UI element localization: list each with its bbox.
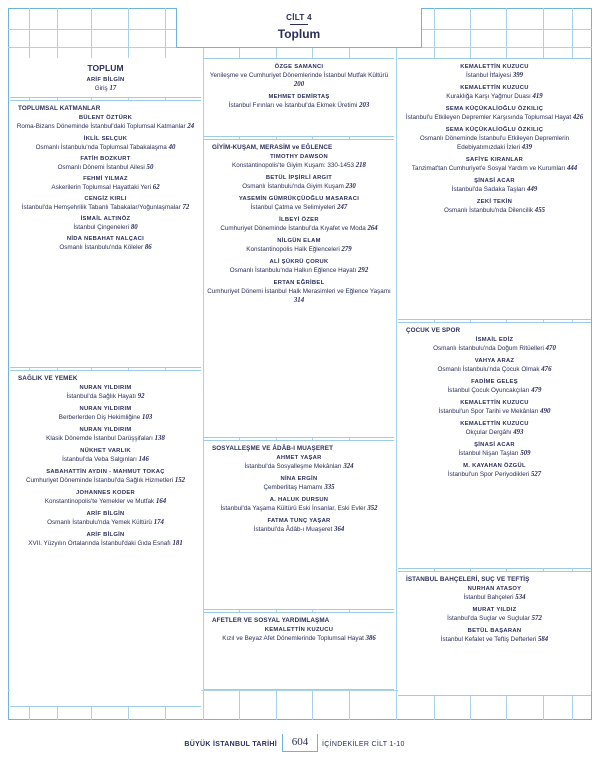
toc-entry[interactable] [10,115,201,131]
toc-entry[interactable] [398,358,591,374]
entry-title: İstanbul'da Yaşama Kültürü Eski İnsanlar, Eski Evler [220,505,366,512]
toc-entry[interactable] [10,469,201,485]
entry-title: İstanbul'da Sadaka Taşları [451,186,526,193]
toc-section [10,100,201,368]
entry-title: İstanbul'da Sosyalleşme Mekânları [244,463,342,470]
toc-entry[interactable] [398,337,591,353]
toc-section [204,139,394,438]
entry-title-line [13,143,198,152]
entry-title: Çemberlitaş Hamamı [263,484,323,491]
entry-author: JOHANNES KODER [76,490,135,496]
entry-page-number: 352 [367,505,378,512]
entry-author: FATMA TUNÇ YAŞAR [267,518,331,524]
entry-title: Konstantinopolis'te Yemekler ve Mutfak [44,498,155,505]
entry-page-number: 279 [341,246,352,253]
entry-title-line [401,92,588,101]
section-heading: SOSYALLEŞME VE ÂDÂB-I MUAŞERET [212,445,334,452]
entry-page-number: 476 [541,366,552,373]
entry-title-line [401,164,588,173]
entry-author: NİNA ERGİN [280,476,318,482]
toc-entry[interactable] [204,196,394,212]
entry-page-number: 181 [172,540,183,547]
entry-title-line [401,185,588,194]
entry-author: NURAN YILDIRIM [79,406,132,412]
entry-page-number: 264 [367,225,378,232]
section-heading: SAĞLIK VE YEMEK [18,375,78,382]
entry-page-number: 509 [520,450,531,457]
entry-page-number: 40 [168,144,176,151]
entry-author: NURAN YILDIRIM [79,385,132,391]
entry-page-number: 364 [334,526,345,533]
entry-title-line [207,266,391,275]
entry-page-number: 444 [566,165,578,172]
entry-page-number: 479 [531,387,542,394]
entry-author: FATİH BOZKURT [80,156,131,162]
entry-title: İstanbul'da Suçlar ve Suçlular [447,615,530,622]
toc-entry[interactable] [10,196,201,212]
entry-author: SAFİYE KIRANLAR [465,157,524,163]
entry-title: Kızıl ve Beyaz Afet Dönemlerinde Toplumsal Hayat [222,635,364,642]
entry-page-number: 399 [512,72,524,79]
toc-entry[interactable] [398,157,591,173]
entry-author: NİDA NEBAHAT NALÇACI [66,236,145,242]
entry-author: YASEMİN GÜMRÜKÇÜOĞLU MASARACI [238,196,360,202]
entry-title-line [13,163,198,172]
entry-title: İstanbul'da Sağlık Hayatı [66,393,136,400]
toc-entry[interactable] [398,178,591,194]
entry-page-number: 174 [153,519,164,526]
entry-title: İstanbul'da Veba Salgınları [62,456,137,463]
entry-title-line [401,71,588,80]
toc-section [398,571,591,696]
toc-entry[interactable] [398,463,591,479]
entry-author: M. KAYAHAN ÖZGÜL [463,463,526,469]
footer-page-number: 604 [282,734,318,752]
entry-page-number: 17 [109,85,117,92]
entry-author: SEMA KÜÇÜKALİOĞLU ÖZKILIÇ [445,127,544,133]
entry-title: İstanbul'un Spor Periyodikleri [447,471,530,478]
entry-title: İstanbul Bahçeleri [463,594,514,601]
toc-entry[interactable] [10,176,201,192]
entry-title-line [401,113,588,122]
entry-title: İstanbul Kefalet ve Teftiş Defterleri [440,636,537,643]
entry-title-line [13,518,198,527]
toc-section [204,440,394,610]
page-footer [0,727,600,757]
entry-title-line [207,483,391,492]
toc-entry[interactable] [10,77,201,93]
entry-title: XVII. Yüzyılın Ortalarında İstanbul'daki Gıda Esnafı [28,540,171,547]
entry-title-line [13,413,198,422]
entry-title: Cumhuriyet Döneminde İstanbul'da Kıyafet ve Moda [220,225,366,232]
entry-author: MURAT YILDIZ [472,607,517,613]
toc-section [204,58,394,137]
entry-title-line [13,122,198,131]
toc-entry[interactable] [10,136,201,152]
entry-author: ŞİNASİ ACAR [474,442,515,448]
entry-title-line [401,407,588,416]
toc-entry[interactable] [204,455,394,471]
entry-author: MEHMET DEMİRTAŞ [268,94,330,100]
toc-entry[interactable] [398,127,591,152]
entry-title: Osmanlı İstanbulu'nda Halkın Eğlence Hayatı [229,267,357,274]
entry-title: İstanbul Çingeneleri [73,224,130,231]
entry-page-number: 584 [537,636,549,643]
entry-author: TIMOTHY DAWSON [270,154,328,160]
entry-author: AHMET YAŞAR [276,455,322,461]
entry-author: İSMAİL ALTINÖZ [80,216,131,222]
entry-title-line [207,287,391,305]
entry-title: Cumhuriyet Dönemi İstanbul Halk Merasimleri ve Eğlence Yaşamı [207,288,391,295]
entry-title: Roma-Bizans Döneminde İstanbul'daki Toplumsal Katmanlar [16,123,186,130]
entry-title-line [401,635,588,644]
toc-entry[interactable] [10,216,201,232]
entry-title-line [207,634,391,643]
entry-author: ÖZGE SAMANCI [274,64,324,70]
entry-title: Askerilerin Toplumsal Hayattaki Yeri [51,184,152,191]
entry-author: ALİ ŞÜKRÜ ÇORUK [269,259,329,265]
entry-page-number: 493 [513,429,524,436]
entry-page-number: 470 [545,345,556,352]
toc-entry[interactable] [398,106,591,122]
entry-author: NİLGÜN ELAM [277,238,321,244]
entry-author: ZEKİ TEKİN [476,199,513,205]
entry-title: Konstantinopolis Halk Eğlenceleri [246,246,340,253]
entry-title-line [207,525,391,534]
entry-author: SEMA KÜÇÜKALİOĞLU ÖZKILIÇ [445,106,544,112]
toc-entry[interactable] [398,421,591,437]
section-heading: TOPLUMSAL KATMANLAR [18,105,101,112]
toc-entry[interactable] [398,199,591,215]
entry-author: KEMALETTİN KUZUCU [264,627,334,633]
entry-author: ARİF BİLGİN [86,511,125,517]
footer-series-title: BÜYÜK İSTANBUL TARİHİ [184,741,277,748]
toc-entry[interactable] [204,259,394,275]
entry-title: Osmanlı Döneminde İstanbul'u Etkileyen Depremlerin Edebiyatımızdaki İzleri [419,135,570,151]
toc-entry[interactable] [204,238,394,254]
entry-title-line [13,203,198,212]
header-rule [290,24,308,25]
entry-title-line [13,497,198,506]
entry-page-number: 62 [152,184,160,191]
entry-title-line [207,203,391,212]
entry-title: Osmanlı İstanbulu'nda Giyim Kuşam [242,183,344,190]
toc-section [10,370,201,707]
entry-title-line [207,224,391,233]
section-heading: TOPLUM [87,63,124,73]
entry-author: ŞİNASİ ACAR [474,178,515,184]
entry-title: İstanbul Çocuk Oyuncakçıları [447,387,530,394]
section-heading: İSTANBUL BAHÇELERİ, SUÇ VE TEFTİŞ [406,576,530,583]
entry-title: Osmanlı İstanbulu'nda Köleler [59,244,144,251]
toc-entry[interactable] [204,64,394,89]
entry-page-number: 24 [187,123,195,130]
entry-author: ARİF BİLGİN [86,532,125,538]
toc-entry[interactable] [204,497,394,513]
entry-page-number: 50 [146,164,154,171]
entry-page-number: 146 [138,456,149,463]
toc-column-2 [204,58,394,692]
entry-title: Tanzimat'tan Cumhuriyet'e Sosyal Yardım ve Kurumları [411,165,566,172]
entry-page-number: 86 [144,244,152,251]
toc-entry[interactable] [10,427,201,443]
toc-entry[interactable] [10,406,201,422]
entry-title: Konstantinopolis'te Giyim Kuşam: 330-1453 [232,162,354,169]
entry-page-number: 92 [137,393,145,400]
toc-entry[interactable] [204,217,394,233]
entry-title: İstanbul'da Hemşehrilik Tabanlı Tabakalar/Yoğunlaşmalar [21,204,181,211]
entry-title-line [13,476,198,485]
toc-entry[interactable] [10,532,201,548]
entry-title-line [207,245,391,254]
entry-author: KEMALETTİN KUZUCU [460,400,529,406]
toc-entry[interactable] [398,586,591,602]
entry-page-number: 218 [355,162,366,169]
entry-author: NURAN YILDIRIM [79,427,132,433]
entry-title-line [207,161,391,170]
entry-page-number: 80 [130,224,138,231]
entry-title: Osmanlı İstanbulu'nda Dilencilik [443,207,534,214]
entry-page-number: 572 [531,615,542,622]
toc-entry[interactable] [204,94,394,110]
entry-page-number: 335 [324,484,335,491]
entry-author: İSMAİL EDİZ [475,337,514,343]
entry-author: NÜKHET VARLIK [80,448,131,454]
volume-title: Toplum [277,27,321,41]
toc-entry[interactable] [10,385,201,401]
entry-title-line [401,449,588,458]
section-heading: ÇOCUK VE SPOR [406,327,461,334]
toc-entry[interactable] [10,511,201,527]
entry-title-line [401,614,588,623]
toc-entry[interactable] [398,400,591,416]
entry-page-number: 386 [365,635,376,642]
entry-title: Klasik Dönemde İstanbul Darüşşifaları [46,435,153,442]
entry-title: Osmanlı İstanbulu'nda Doğum Ritüelleri [433,345,544,352]
toc-entry[interactable] [204,280,394,305]
entry-title-line [13,434,198,443]
entry-title: Osmanlı İstanbulu'nda Toplumsal Tabakalaşma [35,144,167,151]
entry-title-line [13,84,198,93]
entry-page-number: 439 [521,144,532,151]
entry-title-line [401,206,588,215]
entry-author: İKLİL SELÇUK [83,136,128,142]
entry-title: İstanbul'da Âdâb-ı Muaşeret [253,526,333,533]
toc-section [10,58,201,98]
entry-title-line [207,101,391,110]
entry-title-line [401,470,588,479]
entry-author: BETÜL BAŞARAN [467,628,522,634]
entry-title-line [13,243,198,252]
entry-page-number: 247 [337,204,348,211]
toc-entry[interactable] [398,64,591,80]
toc-entry[interactable] [398,85,591,101]
entry-author: BÜLENT ÖZTÜRK [78,115,133,121]
entry-title: İstanbul Çatma ve Selimiyeleri [250,204,336,211]
toc-section [398,322,591,569]
entry-author: FADİME GELEŞ [471,379,518,385]
entry-page-number: 138 [154,435,165,442]
volume-header [176,8,422,48]
entry-author: ERTAN EĞRİBEL [273,280,325,286]
entry-title: Osmanlı İstanbulu'nda Çocuk Olmak [437,366,540,373]
toc-entry[interactable] [10,156,201,172]
entry-author: SABAHATTİN AYDIN - MAHMUT TOKAÇ [46,469,165,475]
entry-author: FEHMİ YILMAZ [83,176,128,182]
entry-title: Giriş [94,85,108,92]
section-heading: GİYİM-KUŞAM, MERASİM ve EĞLENCE [212,144,333,151]
entry-title: İstanbul Nişan Taşları [458,450,519,457]
entry-title-line [207,182,391,191]
entry-page-number: 455 [534,207,545,214]
entry-title-line [401,428,588,437]
toc-entry[interactable] [204,175,394,191]
toc-entry[interactable] [398,379,591,395]
entry-title: Kuraklığa Karşı Yağmur Duası [446,93,531,100]
entry-title: Osmanlı İstanbulu'nda Yemek Kültürü [47,519,152,526]
entry-page-number: 324 [343,463,354,470]
entry-page-number: 534 [515,594,526,601]
entry-title-line [207,504,391,513]
entry-title-line [13,539,198,548]
entry-title-line [401,365,588,374]
toc-section [398,58,591,320]
entry-page-number: 164 [155,498,167,505]
entry-title-line [401,593,588,602]
toc-column-1 [10,58,201,709]
toc-entry[interactable] [398,628,591,644]
entry-author: KEMALETTİN KUZUCU [460,421,529,427]
toc-entry[interactable] [204,154,394,170]
entry-page-number: 426 [572,114,584,121]
entry-title: İstanbul Fırınları ve İstanbul'da Ekmek Üretimi [228,102,358,109]
entry-title-line [13,392,198,401]
entry-author: ARİF BİLGİN [86,77,125,83]
entry-author: CENGİZ KIRLI [84,196,127,202]
entry-title-line [207,462,391,471]
footer-contents-label: İÇİNDEKİLER CİLT 1-10 [322,741,405,748]
entry-title-line [401,344,588,353]
entry-title: İstanbul'u Etkileyen Depremler Karşısında Toplumsal Hayat [405,114,572,121]
section-heading: AFETLER VE SOSYAL YARDIMLAŞMA [212,617,330,624]
toc-column-3 [398,58,591,698]
entry-page-number: 490 [540,408,551,415]
entry-page-number: 72 [182,204,190,211]
entry-title: Berberlerden Diş Hekimliğine [58,414,141,421]
entry-page-number: 314 [293,297,305,304]
entry-title-line [13,455,198,464]
entry-page-number: 103 [142,414,153,421]
entry-title-line [207,71,391,89]
entry-page-number: 200 [293,81,305,88]
entry-page-number: 527 [530,471,542,478]
entry-author: KEMALETTİN KUZUCU [460,85,529,91]
toc-entry[interactable] [204,476,394,492]
entry-page-number: 292 [358,267,369,274]
entry-page-number: 419 [532,93,543,100]
toc-entry[interactable] [398,607,591,623]
entry-page-number: 152 [174,477,186,484]
entry-title-line [401,134,588,152]
entry-author: VAHYA ARAZ [474,358,515,364]
entry-title-line [13,183,198,192]
entry-author: BETÜL İPŞİRLİ ARGIT [265,175,333,181]
toc-section [204,612,394,690]
entry-author: İLBEYİ ÖZER [279,217,319,223]
entry-author: NURHAN ATASOY [467,586,522,592]
entry-title: Yenileşme ve Cumhuriyet Dönemlerinde İstanbul Mutfak Kültürü [209,72,389,79]
toc-entry[interactable] [204,627,394,643]
entry-title: Okçular Dergâhı [465,429,512,436]
entry-title: İstanbul İtfaiyesi [465,72,512,79]
volume-label: CİLT 4 [286,13,312,22]
toc-entry[interactable] [204,518,394,534]
entry-author: KEMALETTİN KUZUCU [460,64,529,70]
grid-line [396,8,397,720]
entry-title: Osmanlı Dönemi İstanbul Ailesi [57,164,145,171]
entry-title: İstanbul'un Spor Tarihi ve Mekânları [438,408,539,415]
entry-page-number: 203 [359,102,370,109]
entry-title: Cumhuriyet Döneminde İstanbul'da Sağlık Hizmetleri [25,477,174,484]
toc-entry[interactable] [10,490,201,506]
entry-title-line [401,386,588,395]
toc-entry[interactable] [398,442,591,458]
toc-entry[interactable] [10,448,201,464]
toc-entry[interactable] [10,236,201,252]
entry-author: A. HALUK DURSUN [269,497,329,503]
entry-page-number: 449 [527,186,538,193]
entry-title-line [13,223,198,232]
entry-page-number: 230 [345,183,356,190]
